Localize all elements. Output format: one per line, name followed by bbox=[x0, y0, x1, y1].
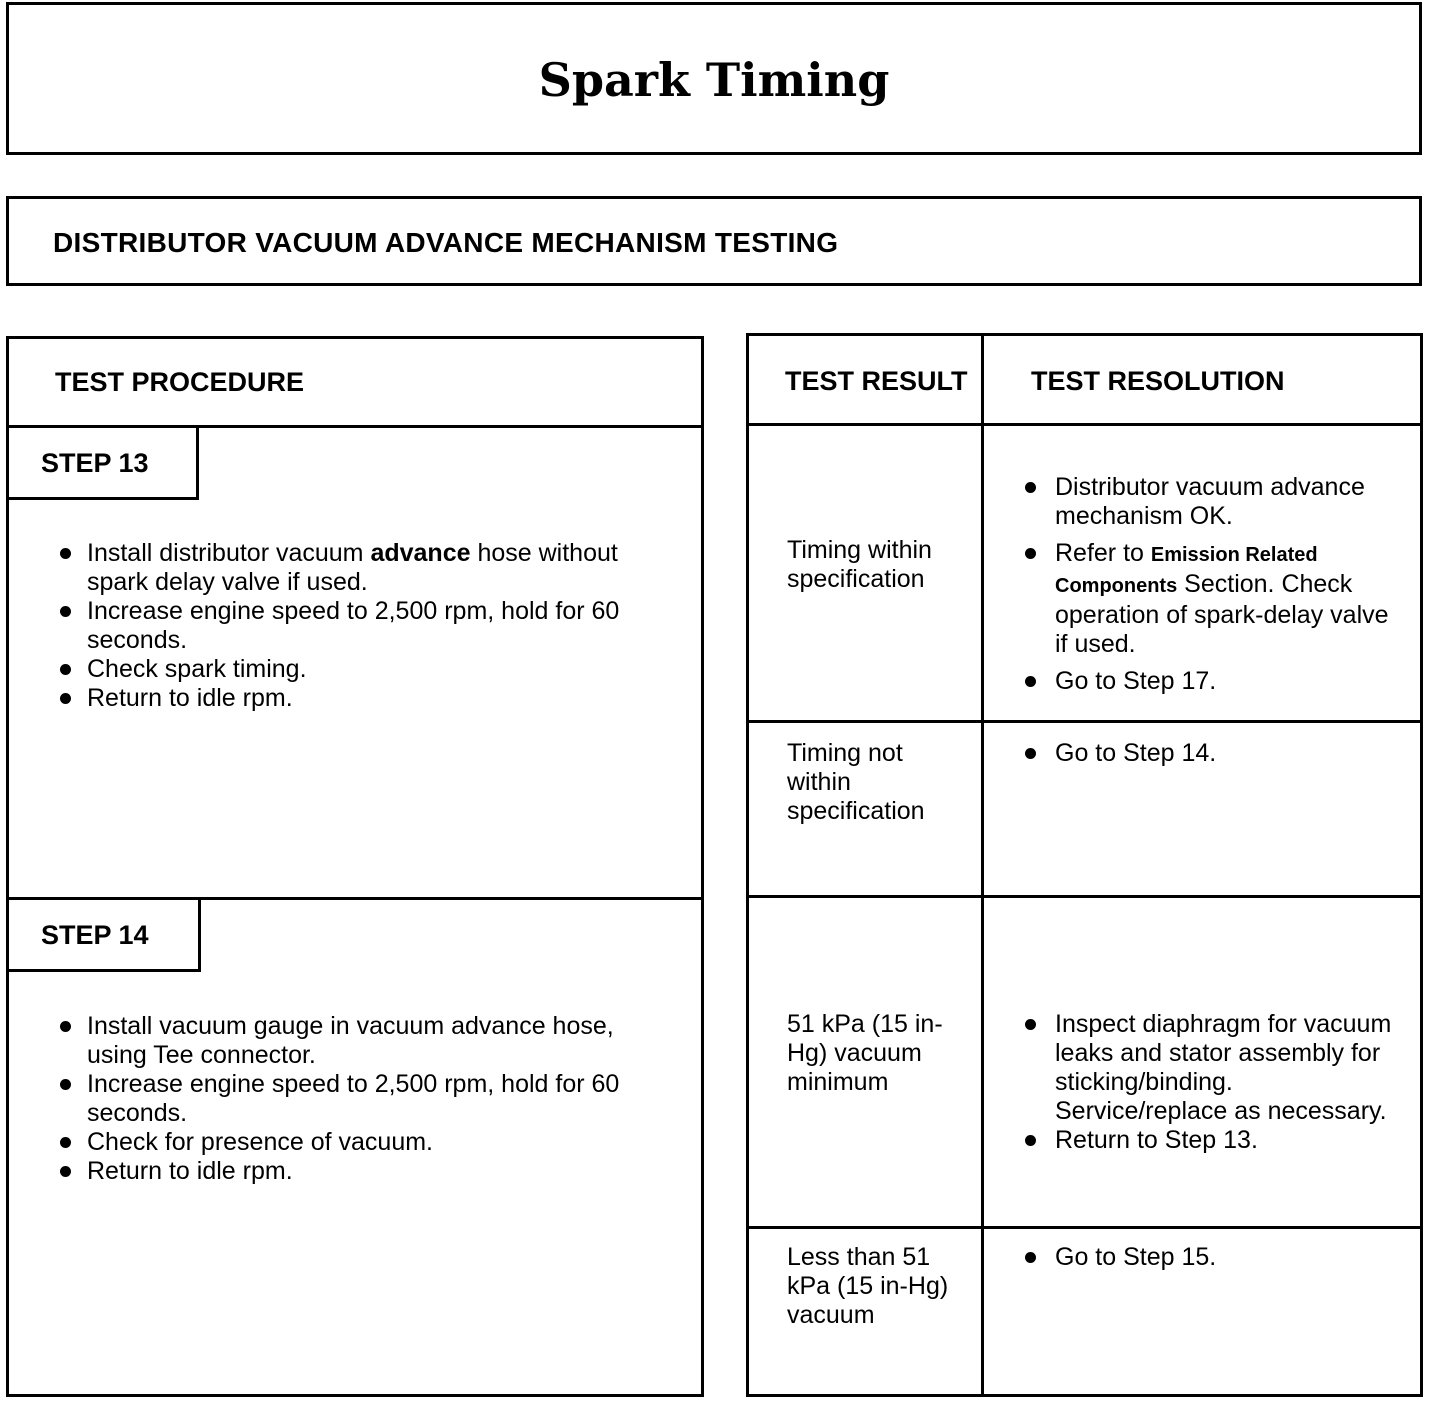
test-procedure-panel bbox=[6, 336, 704, 1397]
list-item: Return to idle rpm. bbox=[57, 684, 677, 713]
column-divider bbox=[981, 336, 984, 1394]
section-header-box bbox=[6, 196, 1422, 286]
resolution-list bbox=[1021, 1243, 1401, 1272]
step-14-label: STEP 14 bbox=[9, 900, 201, 972]
list-item: Go to Step 15. bbox=[1021, 1243, 1401, 1272]
resolution-list bbox=[1021, 739, 1401, 768]
resolution-list bbox=[1021, 1010, 1401, 1155]
list-item: Install vacuum gauge in vacuum advance hose, using Tee connector. bbox=[57, 1012, 677, 1070]
divider bbox=[749, 720, 1420, 723]
list-item: Inspect diaphragm for vacuum leaks and stator assembly for sticking/binding. Service/replace as necessary. bbox=[1021, 1010, 1401, 1126]
divider bbox=[749, 1226, 1420, 1229]
list-item: Check spark timing. bbox=[57, 655, 677, 684]
page-title: Spark Timing bbox=[538, 53, 890, 107]
list-item: Go to Step 17. bbox=[1021, 667, 1401, 696]
step-13-list bbox=[57, 539, 677, 713]
resolution-list bbox=[1021, 473, 1401, 696]
test-result-panel bbox=[746, 333, 1423, 1397]
list-item: Increase engine speed to 2,500 rpm, hold for 60 seconds. bbox=[57, 597, 677, 655]
list-item: Refer to Emission Related Components Section. Check operation of spark-delay valve if used. bbox=[1021, 539, 1401, 659]
result-timing-not-within: Timing not within specification bbox=[787, 739, 925, 825]
step-13-label: STEP 13 bbox=[9, 428, 199, 500]
title-box bbox=[6, 2, 1422, 155]
list-item: Return to idle rpm. bbox=[57, 1157, 677, 1186]
list-item: Distributor vacuum advance mechanism OK. bbox=[1021, 473, 1401, 531]
section-title: DISTRIBUTOR VACUUM ADVANCE MECHANISM TESTING bbox=[53, 227, 839, 258]
result-timing-within: Timing within specification bbox=[787, 536, 932, 593]
result-vacuum-minimum: 51 kPa (15 in-Hg) vacuum minimum bbox=[787, 1010, 943, 1096]
list-item: Increase engine speed to 2,500 rpm, hold for 60 seconds. bbox=[57, 1070, 677, 1128]
divider bbox=[749, 895, 1420, 898]
list-item: Return to Step 13. bbox=[1021, 1126, 1401, 1155]
test-result-header: TEST RESULT bbox=[785, 366, 968, 396]
test-resolution-header: TEST RESOLUTION bbox=[1031, 366, 1285, 396]
test-procedure-header: TEST PROCEDURE bbox=[55, 367, 305, 397]
result-vacuum-less-than: Less than 51 kPa (15 in-Hg) vacuum bbox=[787, 1243, 949, 1329]
list-item: Check for presence of vacuum. bbox=[57, 1128, 677, 1157]
step-14-list bbox=[57, 1012, 677, 1186]
list-item: Install distributor vacuum advance hose without spark delay valve if used. bbox=[57, 539, 677, 597]
divider bbox=[749, 423, 1420, 426]
list-item: Go to Step 14. bbox=[1021, 739, 1401, 768]
